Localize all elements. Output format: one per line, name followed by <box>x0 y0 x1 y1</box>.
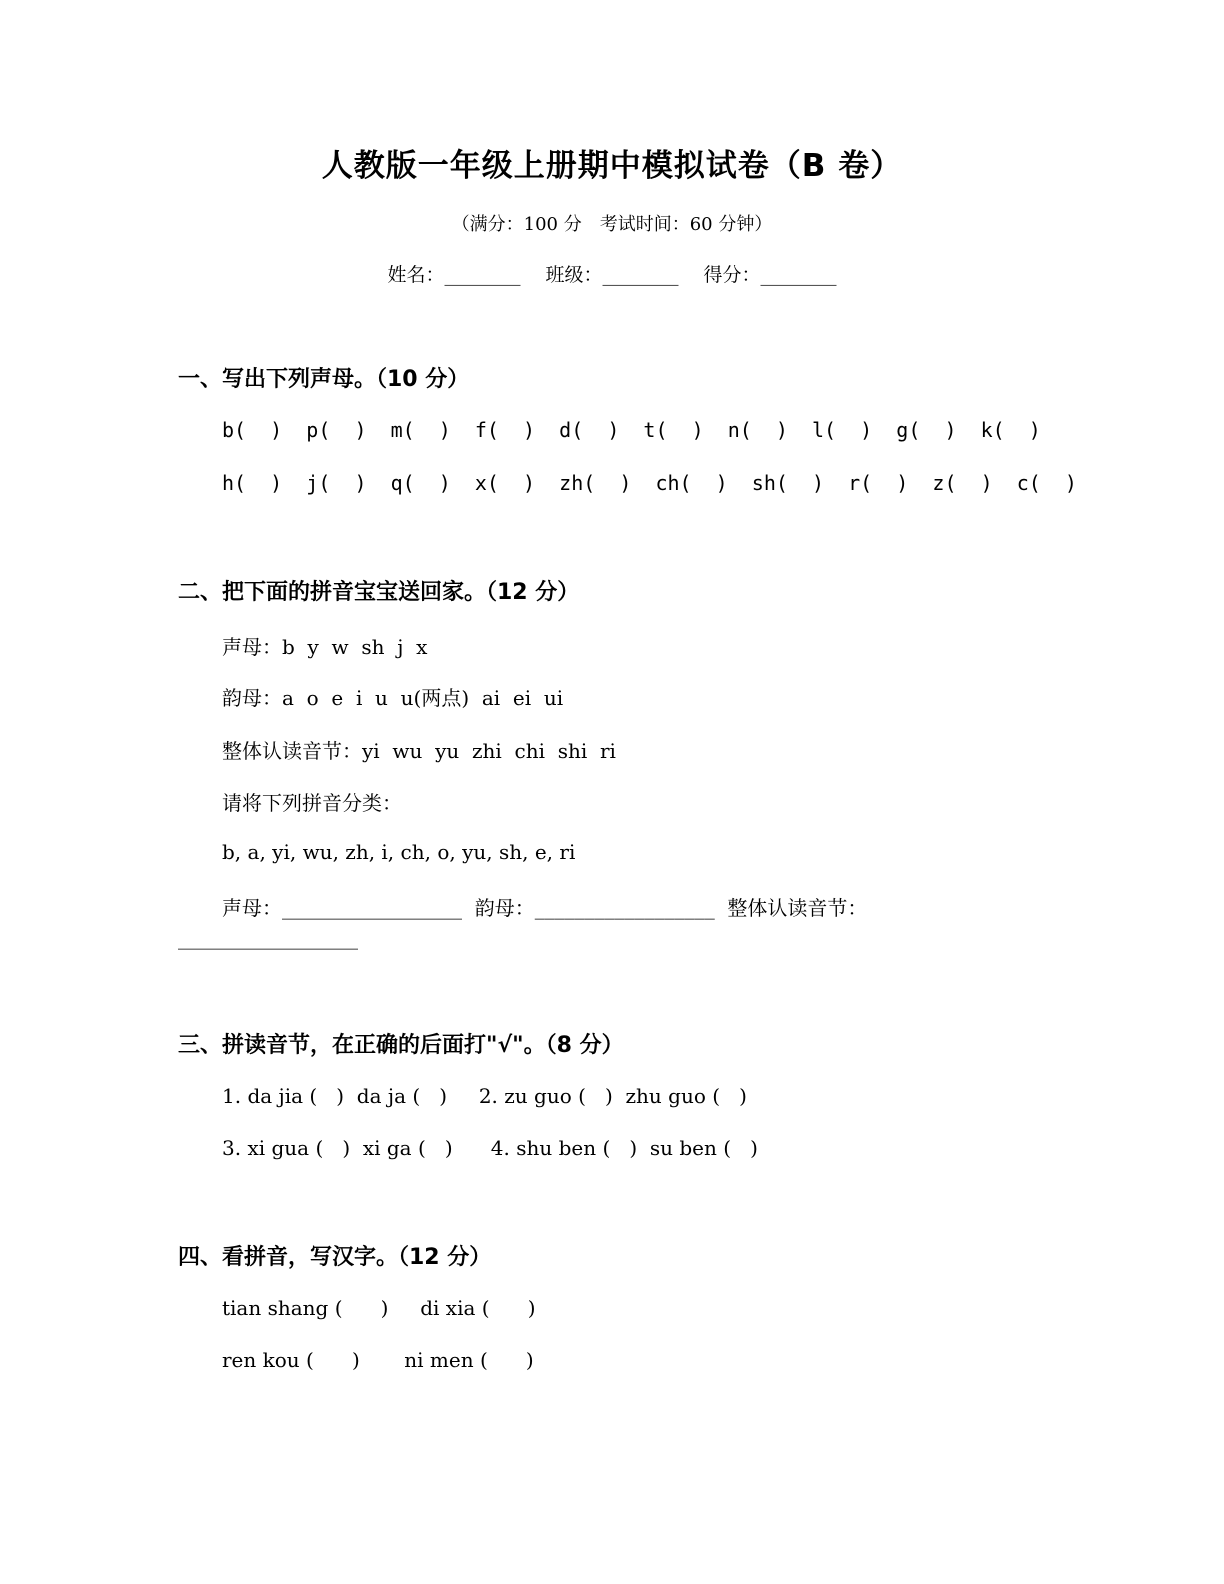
section-2-heading: 二、把下面的拼音宝宝送回家。（12 分） <box>178 580 580 605</box>
section-2-zhengti: 整体认读音节：yi wu yu zhi chi shi ri <box>222 739 616 763</box>
exam-subtitle: （满分：100 分 考试时间：60 分钟） <box>451 214 773 235</box>
section-4-row-1: tian shang ( ) di xia ( ) <box>222 1296 536 1320</box>
page-title: 人教版一年级上册期中模拟试卷（B 卷） <box>321 148 903 184</box>
section-2-answer-line: 声母：__________________ 韵母：__________________ 整体认读音节： <box>222 896 868 920</box>
section-2-items: b, a, yi, wu, zh, i, ch, o, yu, sh, e, ri <box>222 840 576 864</box>
section-4-heading: 四、看拼音，写汉字。（12 分） <box>178 1245 492 1270</box>
section-1-heading: 一、写出下列声母。（10 分） <box>178 367 470 392</box>
section-2-yunmu: 韵母：a o e i u u(两点) ai ei ui <box>222 686 564 710</box>
section-1-row-1: b( ) p( ) m( ) f( ) d( ) t( ) n( ) l( ) g( ) k( ) <box>222 418 1041 442</box>
section-2-answer-line-cont: __________________ <box>178 926 358 950</box>
section-3-row-2: 3. xi gua ( ) xi ga ( ) 4. shu ben ( ) su ben ( ) <box>222 1136 758 1160</box>
section-3-row-1: 1. da jia ( ) da ja ( ) 2. zu guo ( ) zhu guo ( ) <box>222 1084 747 1108</box>
section-1-row-2: h( ) j( ) q( ) x( ) zh( ) ch( ) sh( ) r( ) z( ) c( ) <box>222 471 1077 495</box>
section-3-heading: 三、拼读音节，在正确的后面打"√"。（8 分） <box>178 1033 624 1058</box>
section-2-instruction: 请将下列拼音分类： <box>222 791 402 815</box>
student-info-line: 姓名：________ 班级：________ 得分：________ <box>387 264 837 286</box>
section-4-row-2: ren kou ( ) ni men ( ) <box>222 1348 534 1372</box>
section-2-shengmu: 声母：b y w sh j x <box>222 635 428 659</box>
